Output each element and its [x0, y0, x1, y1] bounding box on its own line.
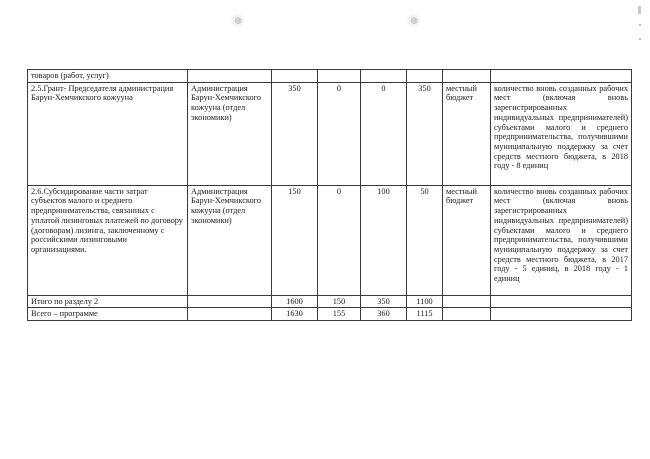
- year-2017-cell: [318, 70, 361, 83]
- section-total-label: Итого по разделу 2: [28, 295, 188, 308]
- scan-edge-dot: [639, 38, 641, 40]
- total-cell: 350: [272, 82, 318, 185]
- program-total-row: [28, 308, 632, 321]
- indicator-cell: [491, 70, 632, 83]
- executor-cell: [188, 308, 272, 321]
- year-2017-cell: 155: [318, 308, 361, 321]
- year-2017-cell: 150: [318, 295, 361, 308]
- source-cell: [443, 308, 491, 321]
- year-2018-cell: 0: [361, 82, 407, 185]
- program-total-label: Всего – программе: [28, 308, 188, 321]
- event-name-cell: 2.6.Субсидирование части затрат субъектов малого и среднего предпринимательства, связанных с уплатой лизинговых платежей по договору (договорам) лизинга, заключенному с российскими лизинговыми организациями.: [28, 185, 188, 295]
- total-cell: 150: [272, 185, 318, 295]
- section-total-row: [28, 295, 632, 308]
- source-cell: [443, 295, 491, 308]
- table-row: [28, 70, 632, 83]
- scan-edge-mark: [638, 6, 641, 14]
- year-2019-cell: 50: [407, 185, 443, 295]
- scan-edge-dot: [639, 24, 641, 26]
- year-2019-cell: 1100: [407, 295, 443, 308]
- year-2017-cell: 0: [318, 185, 361, 295]
- year-2018-cell: 100: [361, 185, 407, 295]
- year-2018-cell: 360: [361, 308, 407, 321]
- executor-cell: [188, 70, 272, 83]
- executor-cell: Администрация Барун-Хемчикского кожууна (отдел экономики): [188, 82, 272, 185]
- executor-cell: Администрация Барун-Хемчикского кожууна (отдел экономики): [188, 185, 272, 295]
- indicator-cell: [491, 308, 632, 321]
- punch-hole-right: [407, 14, 420, 27]
- source-cell: местный бюджет: [443, 82, 491, 185]
- year-2018-cell: [361, 70, 407, 83]
- event-name-cell: 2.5.Грант- Председателя администрация Барун-Хемчикского кожууна: [28, 82, 188, 185]
- source-cell: местный бюджет: [443, 185, 491, 295]
- punch-hole-left: [231, 14, 244, 27]
- executor-cell: [188, 295, 272, 308]
- total-cell: 1630: [272, 308, 318, 321]
- indicator-cell: [491, 295, 632, 308]
- total-cell: 1600: [272, 295, 318, 308]
- year-2019-cell: [407, 70, 443, 83]
- budget-table: [27, 69, 632, 321]
- event-name-cell: товаров (работ, услуг): [28, 70, 188, 83]
- source-cell: [443, 70, 491, 83]
- total-cell: [272, 70, 318, 83]
- year-2017-cell: 0: [318, 82, 361, 185]
- year-2019-cell: 1115: [407, 308, 443, 321]
- table-row: [28, 185, 632, 295]
- indicator-cell: количество вновь созданных рабочих мест (включая вновь зарегистрированных индивидуальных предпринимателей) субъектами малого и среднего предпринимательства, получившими муниципальную поддержку за счет средств местного бюджета, в 2017 году - 5 единиц, в 2018 году - 1 единиц: [491, 185, 632, 295]
- table-row: [28, 82, 632, 185]
- year-2018-cell: 350: [361, 295, 407, 308]
- year-2019-cell: 350: [407, 82, 443, 185]
- indicator-cell: количество вновь созданных рабочих мест (включая вновь зарегистрированных индивидуальных предпринимателей) субъектами малого и среднего предпринимательства, получившими муниципальную поддержку за счет средств местного бюджета, в 2018 году - 8 единиц: [491, 82, 632, 185]
